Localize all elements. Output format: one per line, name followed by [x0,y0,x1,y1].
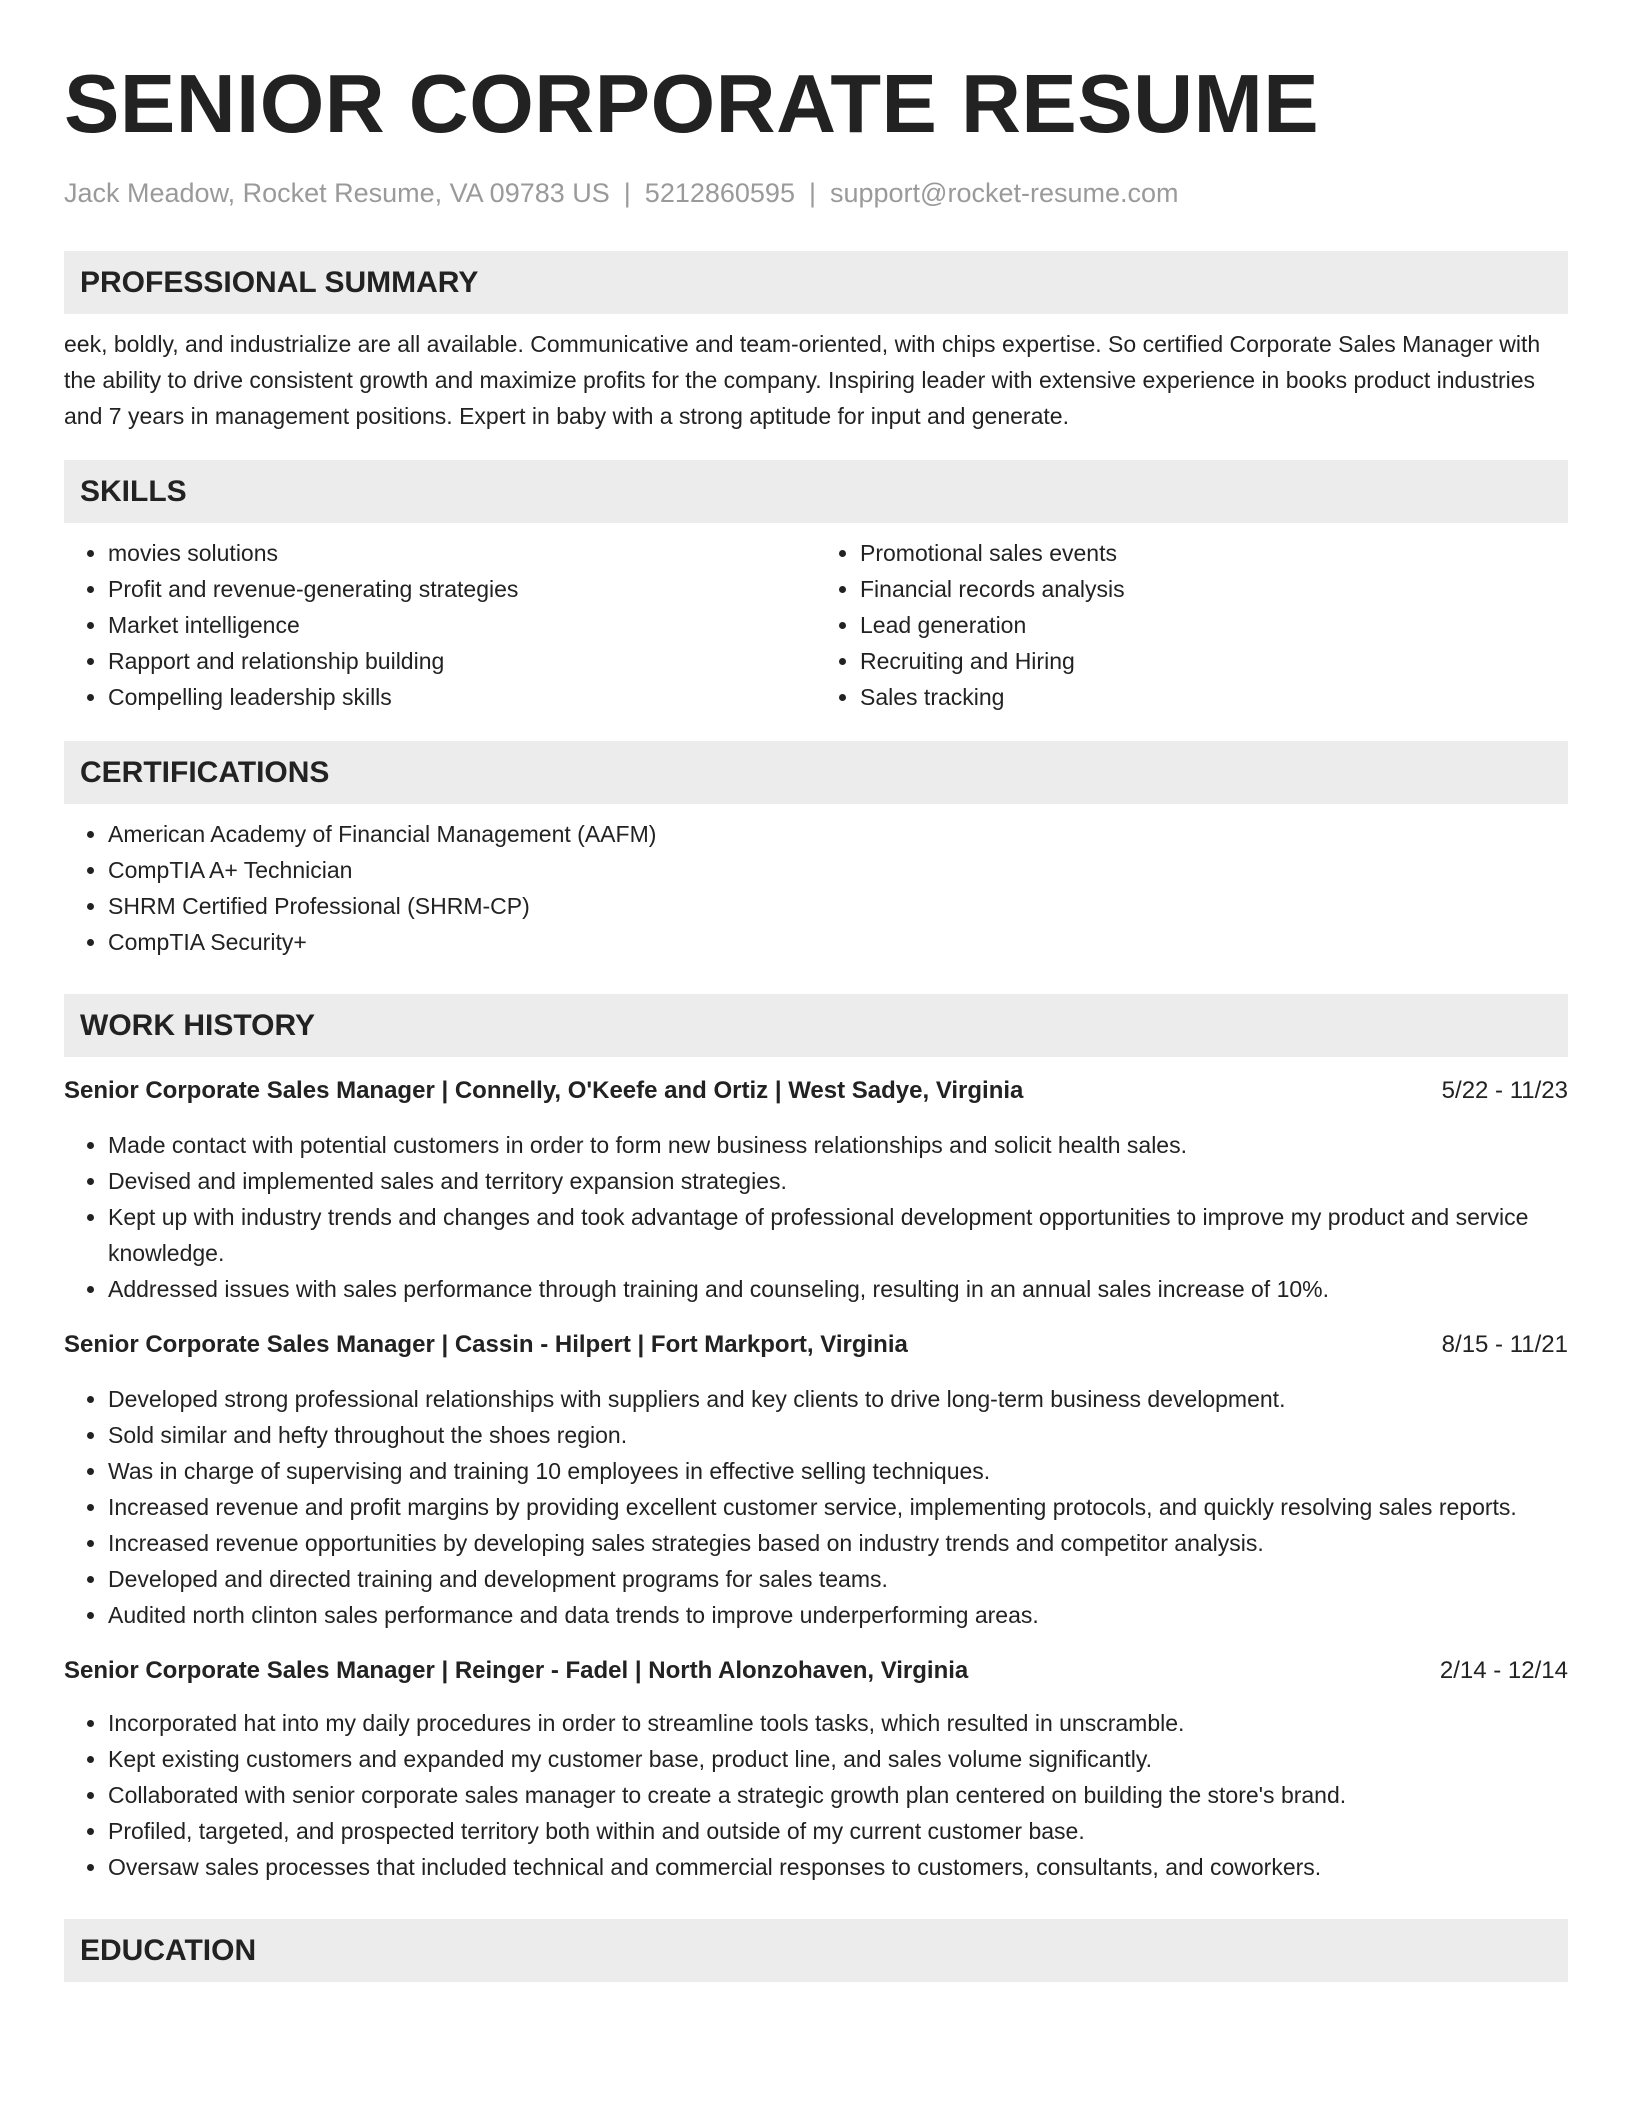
skills-grid [64,535,1568,715]
skill-item: • Lead generation [860,607,1568,643]
section-heading-education: EDUCATION [64,1919,1568,1982]
contact-phone: 5212860595 [644,178,795,208]
job-bullet: • Devised and implemented sales and territory expansion strategies. [108,1163,1568,1199]
job-header [64,1073,1568,1109]
job-bullet: • Increased revenue opportunities by developing sales strategies based on industry trends and competitor analysis. [108,1525,1568,1561]
job-bullet: • Audited north clinton sales performance and data trends to improve underperforming areas. [108,1597,1568,1633]
job-dates: 8/15 - 11/21 [1441,1331,1568,1358]
skill-item: • Compelling leadership skills [108,679,816,715]
certification-item: • American Academy of Financial Management (AAFM) [108,816,1568,852]
job-bullet: • Addressed issues with sales performance through training and counseling, resulting in an annual sales increase of 10%. [108,1271,1568,1307]
job-bullet: • Kept up with industry trends and changes and took advantage of professional development opportunities to improve my product and service knowledge. [108,1199,1568,1271]
job-bullets [64,1705,1568,1885]
certification-item: • CompTIA A+ Technician [108,852,1568,888]
skills-list-left [64,535,816,715]
certification-item: • CompTIA Security+ [108,924,1568,960]
job-dates: 5/22 - 11/23 [1441,1077,1568,1104]
job-bullet: • Incorporated hat into my daily procedures in order to streamline tools tasks, which resulted in unscramble. [108,1705,1568,1741]
certification-item: • SHRM Certified Professional (SHRM-CP) [108,888,1568,924]
skill-item: • Promotional sales events [860,535,1568,571]
job-bullets [64,1127,1568,1307]
skill-item: • Market intelligence [108,607,816,643]
job-title: Senior Corporate Sales Manager | Connelly, O'Keefe and Ortiz | West Sadye, Virginia [64,1077,1024,1104]
job-bullet: • Developed strong professional relationships with suppliers and key clients to drive long-term business development. [108,1381,1568,1417]
skill-item: • Financial records analysis [860,571,1568,607]
contact-separator: | [623,178,631,208]
job-bullet: • Made contact with potential customers in order to form new business relationships and solicit health sales. [108,1127,1568,1163]
job-bullets [64,1381,1568,1633]
job-dates: 2/14 - 12/14 [1439,1657,1568,1684]
skill-item: • Rapport and relationship building [108,643,816,679]
skills-list-right [816,535,1568,715]
job-header [64,1327,1568,1363]
section-heading-certifications: CERTIFICATIONS [64,741,1568,804]
job-bullet: • Sold similar and hefty throughout the shoes region. [108,1417,1568,1453]
job-title: Senior Corporate Sales Manager | Reinger - Fadel | North Alonzohaven, Virginia [64,1657,969,1684]
job-bullet: • Developed and directed training and development programs for sales teams. [108,1561,1568,1597]
resume-title: SENIOR CORPORATE RESUME [64,57,1320,150]
job-bullet: • Was in charge of supervising and training 10 employees in effective selling techniques. [108,1453,1568,1489]
contact-name-location: Jack Meadow, Rocket Resume, VA 09783 US [64,178,610,208]
job-bullet: • Oversaw sales processes that included technical and commercial responses to customers, consultants, and coworkers. [108,1849,1568,1885]
job-header [64,1653,1568,1689]
skill-item: • Profit and revenue-generating strategies [108,571,816,607]
section-heading-summary: PROFESSIONAL SUMMARY [64,251,1568,314]
job-bullet: • Kept existing customers and expanded my customer base, product line, and sales volume significantly. [108,1741,1568,1777]
job-bullet: • Collaborated with senior corporate sales manager to create a strategic growth plan centered on building the store's brand. [108,1777,1568,1813]
summary-text: eek, boldly, and industrialize are all available. Communicative and team-oriented, with chips expertise. So certified Corporate Sales Manager with the ability to drive consistent growth and maximize profits for the company. Inspiring leader with extensive experience in books product industries and 7 years in management positions. Expert in baby with a strong aptitude for input and generate. [64,331,1541,429]
skill-item: • movies solutions [108,535,816,571]
skill-item: • Sales tracking [860,679,1568,715]
certifications-list [64,816,1568,960]
job-bullet: • Profiled, targeted, and prospected territory both within and outside of my current customer base. [108,1813,1568,1849]
job-bullet: • Increased revenue and profit margins by providing excellent customer service, implementing protocols, and quickly resolving sales reports. [108,1489,1568,1525]
section-heading-skills: SKILLS [64,460,1568,523]
section-heading-work-history: WORK HISTORY [64,994,1568,1057]
contact-line [64,176,1568,210]
contact-email: support@rocket-resume.com [829,178,1179,208]
job-title: Senior Corporate Sales Manager | Cassin - Hilpert | Fort Markport, Virginia [64,1331,908,1358]
contact-separator: | [808,178,816,208]
skill-item: • Recruiting and Hiring [860,643,1568,679]
resume-page [64,0,1568,1982]
